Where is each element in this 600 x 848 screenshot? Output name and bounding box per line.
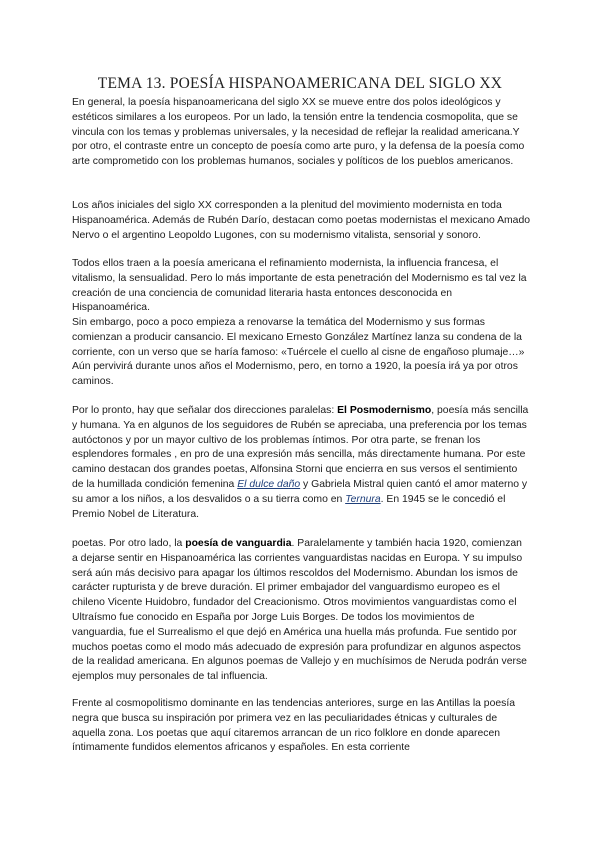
link-el-dulce-dano[interactable]: El dulce daño <box>237 478 301 490</box>
term-poesia-de-vanguardia: poesía de vanguardia <box>185 538 292 549</box>
paragraph-cansancio: Sin embargo, poco a poco empieza a renovarse la temática del Modernismo y sus formas comienzan a producir cansancio. El mexicano Ernesto González Martínez lanza su condena de la corriente, con un verso que se haría famoso: «Tuércele el cuello al cisne de engañoso plumaje…» Aún pervivirá durante unos años el Modernismo, pero, en torno a 1920, la poesía irá ya por otros caminos. <box>72 317 525 388</box>
text-run: Por lo pronto, hay que señalar dos direcciones paralelas: <box>72 405 338 416</box>
paragraph-vanguardia <box>72 537 530 685</box>
text-run: . En 1945 se le concedió el Premio Nobel de Literatura. <box>72 493 506 520</box>
paragraph-intro: En general, la poesía hispanoamericana del siglo XX se mueve entre dos polos ideológicos y estéticos similares a los europeos. Por un lado, la tensión entre la tendencia cosmopolita, que se vincula con los temas y problemas universales, y la necesidad de reflejar la realidad americana.Y por otro, el contraste entre un concepto de poesía como arte puro, y la defensa de la poesía como arte comprometido con los problemas humanos, sociales y políticos de los pueblos americanos. <box>72 97 525 168</box>
paragraph-modernismo: Los años iniciales del siglo XX corresponden a la plenitud del movimiento modernista en toda Hispanoamérica. Además de Rubén Darío, destacan como poetas modernistas el mexicano Amado Nervo o el argentino Leopoldo Lugones, con su modernismo vitalista, sensorial y sonoro. <box>72 200 531 241</box>
text-run: poetas. Por otro lado, la <box>72 538 186 549</box>
text-run: . Paralelamente y también hacia 1920, comienzan a dejarse sentir en Hispanoamérica las corrientes vanguardistas nacidas en Europa. Y su impulso será aún más decisivo para apagar los últimos rescoldos del Modernismo. Abundan los ismos de carácter rupturista y de breve duración. El primer embajador del vanguardismo europeo es el chileno Vicente Huidobro, fundador del Creacionismo. Otros movimientos vanguardistas como el Ultraísmo fue conocido en España por Jorge Luis Borges. De todos los movimientos de vanguardia, fue el Surrealismo el que dejó en América una huella más profunda. Fue sentido por muchos poetas como el modo más adecuado de expresión para profundizar en algunos aspectos de la realidad americana. En algunos poemas de Vallejo y en muchísimos de Neruda podrán verse ejemplos muy personales de tal influencia. <box>72 538 527 683</box>
paragraph-influencia: Todos ellos traen a la poesía americana el refinamiento modernista, la influencia francesa, el vitalismo, la sensualidad. Pero lo más importante de esta penetración del Modernismo es tal vez la creación de una conciencia de comunidad literaria hasta entonces desconocida en Hispanoamérica. <box>72 258 527 314</box>
link-ternura[interactable]: Ternura <box>345 493 381 505</box>
page-title: TEMA 13. POESÍA HISPANOAMERICANA DEL SIGLO XX <box>97 75 503 92</box>
term-posmodernismo: El Posmodernismo <box>337 405 432 416</box>
text-run: y Gabriela Mistral quien cantó el amor materno y su amor a los niños, a los desvalidos o a su tierra como en <box>72 478 528 505</box>
text-run: , poesía más sencilla y humana. Ya en algunos de los seguidores de Rubén se apreciaba, una preferencia por los temas autóctonos y por un mayor cultivo de los problemas íntimos. Por otra parte, se frenan los esplendores formales , en pro de una expresión más sencilla, más directamente humana. Por este camino destacan dos grandes poetas, Alfonsina Storni que encierra en sus versos el sentimiento de la humillada condición femenina <box>72 405 529 490</box>
paragraph-poesia-negra: Frente al cosmopolitismo dominante en las tendencias anteriores, surge en las Antillas la poesía negra que busca su inspiración por primera vez en las peculiaridades étnicas y culturales de aquella zona. Los poetas que aquí citaremos arrancan de un rico folklore en donde aparecen íntimamente fundidos elementos africanos y españoles. En esta corriente <box>72 698 516 754</box>
paragraph-posmodernismo <box>72 404 530 522</box>
